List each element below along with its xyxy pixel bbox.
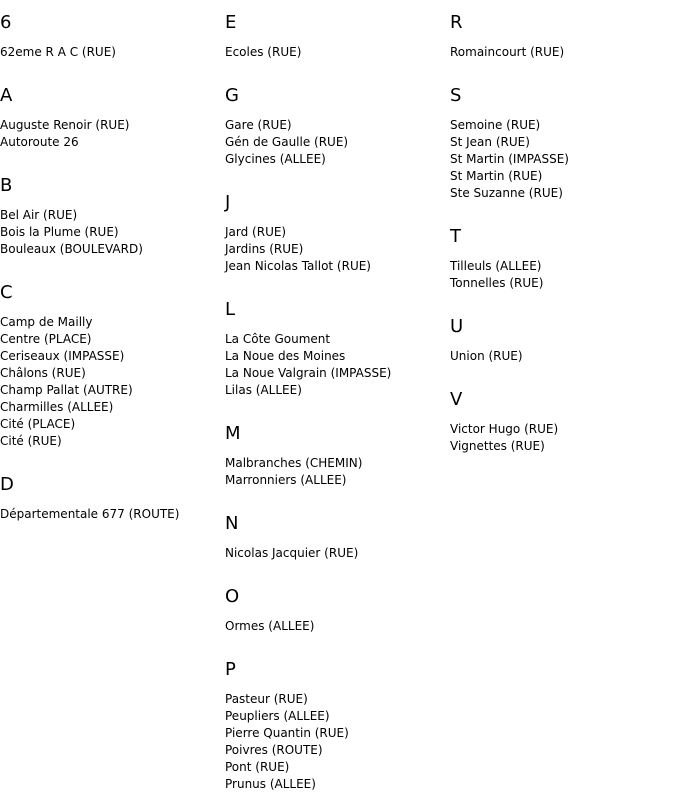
street-name: Union (RUE) [450, 349, 523, 363]
letter-heading: C [0, 282, 13, 303]
street-list [0, 207, 225, 258]
letter-group [450, 85, 675, 202]
street-name: St Jean (RUE) [450, 135, 530, 149]
letter-group [225, 659, 450, 793]
street-name: La Noue Valgrain (IMPASSE) [225, 366, 392, 380]
street-name: Cité (PLACE) [0, 417, 76, 431]
street-name: La Côte Goument [225, 332, 331, 346]
street-list [0, 44, 225, 61]
letter-heading: V [450, 389, 463, 410]
letter-group [225, 586, 450, 635]
street-name: Nicolas Jacquier (RUE) [225, 546, 359, 560]
street-name: Lilas (ALLEE) [225, 383, 302, 397]
street-name: Malbranches (CHEMIN) [225, 456, 363, 470]
street-name: Ormes (ALLEE) [225, 619, 315, 633]
street-name: Ste Suzanne (RUE) [450, 186, 563, 200]
street-list [225, 44, 450, 61]
street-name: Victor Hugo (RUE) [450, 422, 559, 436]
street-name: Jean Nicolas Tallot (RUE) [225, 259, 371, 273]
letter-group [0, 282, 225, 450]
street-name: Jardins (RUE) [225, 242, 304, 256]
street-list [225, 618, 450, 635]
street-list [225, 117, 450, 168]
street-name: Ceriseaux (IMPASSE) [0, 349, 125, 363]
street-name: Cité (RUE) [0, 434, 62, 448]
street-name: Bouleaux (BOULEVARD) [0, 242, 143, 256]
street-name: Poivres (ROUTE) [225, 743, 323, 757]
street-name: Prunus (ALLEE) [225, 777, 316, 791]
street-name: Champ Pallat (AUTRE) [0, 383, 133, 397]
street-list [0, 314, 225, 450]
street-list [0, 117, 225, 151]
street-name: Peupliers (ALLEE) [225, 709, 330, 723]
letter-group [0, 12, 225, 61]
street-name: Châlons (RUE) [0, 366, 86, 380]
letter-group [450, 316, 675, 365]
street-name: Pierre Quantin (RUE) [225, 726, 349, 740]
letter-heading: E [225, 12, 237, 33]
street-index-column-2 [225, 0, 450, 793]
letter-heading: J [225, 192, 231, 213]
street-list [450, 348, 675, 365]
street-name: Tilleuls (ALLEE) [450, 259, 542, 273]
letter-heading: G [225, 85, 239, 106]
letter-heading: M [225, 423, 241, 444]
street-name: Marronniers (ALLEE) [225, 473, 347, 487]
letter-group [0, 175, 225, 258]
street-name: Bois la Plume (RUE) [0, 225, 119, 239]
street-index-column-3 [450, 0, 675, 455]
letter-group [0, 85, 225, 151]
letter-group [225, 192, 450, 275]
letter-group [225, 299, 450, 399]
street-name: 62eme R A C (RUE) [0, 45, 116, 59]
letter-heading: R [450, 12, 463, 33]
street-list [225, 331, 450, 399]
letter-heading: T [450, 226, 461, 247]
street-list [225, 545, 450, 562]
letter-heading: B [0, 175, 13, 196]
letter-heading: U [450, 316, 464, 337]
letter-group [0, 474, 225, 523]
letter-heading: P [225, 659, 236, 680]
street-list [0, 506, 225, 523]
street-list [450, 258, 675, 292]
letter-heading: A [0, 85, 13, 106]
street-name: Camp de Mailly [0, 315, 93, 329]
letter-group [225, 85, 450, 168]
street-name: Romaincourt (RUE) [450, 45, 565, 59]
street-name: St Martin (IMPASSE) [450, 152, 569, 166]
street-name: Centre (PLACE) [0, 332, 92, 346]
street-name: Pasteur (RUE) [225, 692, 308, 706]
street-name: Semoine (RUE) [450, 118, 541, 132]
street-name: Pont (RUE) [225, 760, 290, 774]
street-name: Gén de Gaulle (RUE) [225, 135, 349, 149]
letter-group [450, 389, 675, 455]
letter-group [450, 226, 675, 292]
letter-group [450, 12, 675, 61]
street-name: Vignettes (RUE) [450, 439, 545, 453]
letter-heading: D [0, 474, 14, 495]
street-name: St Martin (RUE) [450, 169, 543, 183]
street-list [450, 117, 675, 202]
street-list [225, 691, 450, 793]
street-name: Tonnelles (RUE) [450, 276, 544, 290]
street-name: Autoroute 26 [0, 135, 79, 149]
street-name: Auguste Renoir (RUE) [0, 118, 130, 132]
street-list [225, 455, 450, 489]
street-name: Ecoles (RUE) [225, 45, 302, 59]
letter-group [225, 423, 450, 489]
street-name: Bel Air (RUE) [0, 208, 78, 222]
street-index-column-1 [0, 0, 225, 523]
street-name: Gare (RUE) [225, 118, 292, 132]
street-list [450, 421, 675, 455]
street-name: Glycines (ALLEE) [225, 152, 326, 166]
letter-heading: N [225, 513, 239, 534]
street-name: Départementale 677 (ROUTE) [0, 507, 180, 521]
street-list [225, 224, 450, 275]
letter-group [225, 513, 450, 562]
street-list [450, 44, 675, 61]
letter-heading: O [225, 586, 240, 607]
letter-heading: 6 [0, 12, 12, 33]
letter-heading: S [450, 85, 462, 106]
letter-group [225, 12, 450, 61]
letter-heading: L [225, 299, 236, 320]
street-name: La Noue des Moines [225, 349, 346, 363]
street-name: Charmilles (ALLEE) [0, 400, 114, 414]
street-name: Jard (RUE) [225, 225, 287, 239]
